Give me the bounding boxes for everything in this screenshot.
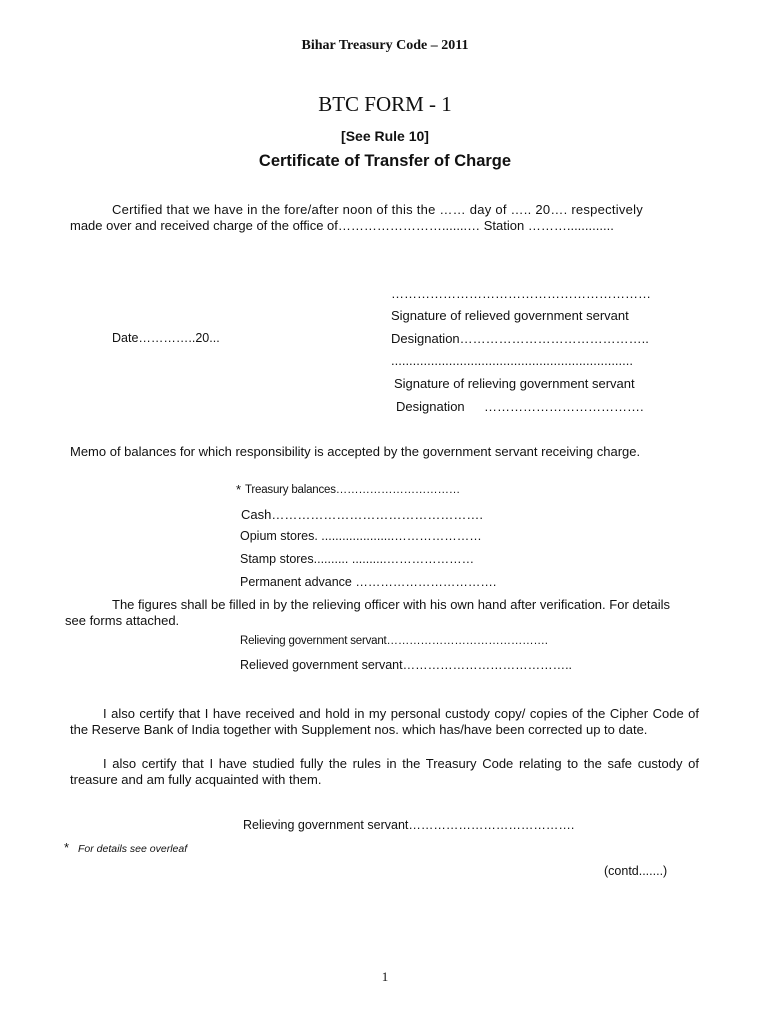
treasure-paragraph: I also certify that I have studied fully the rules in the Treasury Code relating to the safe custody of treasure and am fully acquainted with them. — [70, 756, 699, 787]
signature-dots-relieving: ................................................................... — [391, 353, 633, 368]
footnote-text: For details see overleaf — [78, 843, 188, 855]
relieving-servant-line-1: Relieving government servant……………………………………. — [240, 635, 548, 647]
footnote-star: * — [64, 840, 70, 855]
cipher-paragraph: I also certify that I have received and hold in my personal custody copy/ copies of the Cipher Code of the Reserve Bank of India together with Supplement nos. which has/have been corrected up to date. — [70, 706, 699, 737]
date-label: Date…………..20... — [112, 331, 220, 345]
treasury-star: * — [236, 482, 242, 497]
signature-relieved-label: Signature of relieved government servant — [391, 308, 629, 323]
signature-dots-relieved: …………………………………………………… — [391, 286, 651, 301]
cash-balance: Cash…………………………………………. — [241, 507, 483, 522]
intro-line-2: made over and received charge of the office of…………………….......… Station ………............. — [70, 218, 614, 233]
signature-relieving-label: Signature of relieving government servant — [394, 376, 635, 391]
certificate-title: Certificate of Transfer of Charge — [258, 152, 512, 170]
stamp-stores: Stamp stores.......... ..........………………… — [240, 552, 475, 566]
continued-marker: (contd.......) — [604, 864, 668, 878]
designation-relieving-dots: ………………………………. — [484, 399, 644, 414]
treasury-balances: Treasury balances…………………………… — [245, 484, 461, 496]
permanent-advance: Permanent advance ……………………………. — [240, 575, 497, 589]
intro-line-1: Certified that we have in the fore/after noon of this the …… day of ….. 20…. respectively — [112, 202, 643, 217]
relieved-servant-line: Relieved government servant………………………………….. — [240, 658, 573, 672]
relieving-servant-line-2: Relieving government servant…………………………………. — [243, 818, 575, 832]
form-title: BTC FORM - 1 — [318, 92, 452, 116]
opium-stores: Opium stores. .....................………………… — [240, 529, 482, 543]
page-number: 1 — [381, 969, 389, 984]
figures-paragraph: The figures shall be filled in by the relieving officer with his own hand after verification. For details see forms attached. — [65, 597, 670, 628]
rule-reference: [See Rule 10] — [341, 128, 429, 144]
designation-relieved: Designation…………………………………….. — [391, 331, 649, 346]
memo-paragraph: Memo of balances for which responsibility is accepted by the government servant receiving charge. — [70, 444, 641, 459]
document-header: Bihar Treasury Code – 2011 — [301, 38, 469, 53]
designation-relieving-label: Designation — [396, 399, 465, 414]
